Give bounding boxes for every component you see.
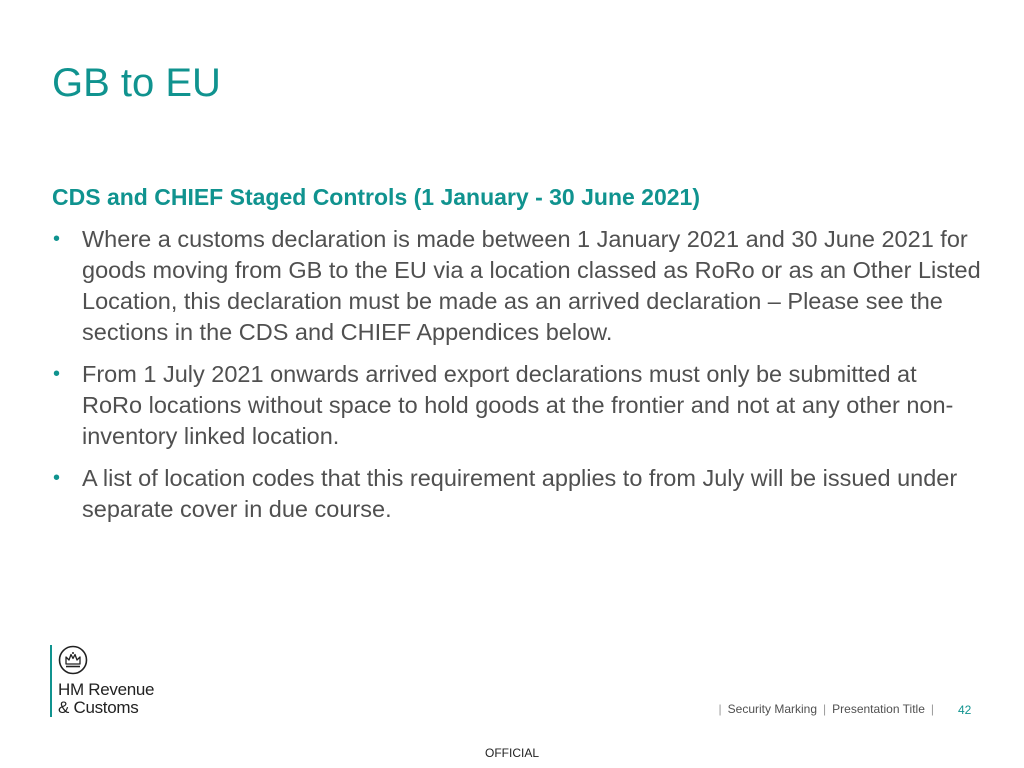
- footer-separator: |: [823, 702, 827, 716]
- bullet-text: Where a customs declaration is made between 1 January 2021 and 30 June 2021 for goods moving from GB to the EU via a location classed as RoRo or as an Other Listed Location, this declaration must be made as an arrived declaration – Please see the sections in the CDS and CHIEF Appendices below.: [82, 226, 981, 345]
- bullet-list: [52, 224, 982, 536]
- hmrc-logo: [50, 645, 190, 720]
- bullet-text: From 1 July 2021 onwards arrived export declarations must only be submitted at RoRo locations without space to hold goods at the frontier and not at any other non-inventory linked location.: [82, 361, 954, 449]
- footer-separator: |: [930, 702, 934, 716]
- footer-separator: |: [718, 702, 722, 716]
- page-number: 42: [958, 703, 972, 717]
- logo-accent-bar: [50, 645, 52, 717]
- footer-meta: [713, 702, 940, 716]
- crown-crest-icon: [58, 645, 88, 675]
- section-subheading: CDS and CHIEF Staged Controls (1 January - 30 June 2021): [52, 184, 700, 210]
- classification-label: OFFICIAL: [484, 746, 539, 760]
- bullet-icon: •: [53, 363, 61, 385]
- logo-wordmark: [58, 681, 154, 717]
- security-marking: Security Marking: [727, 702, 818, 716]
- presentation-title: Presentation Title: [832, 702, 925, 716]
- slide-title: GB to EU: [52, 61, 221, 105]
- bullet-icon: •: [53, 228, 61, 250]
- bullet-icon: •: [53, 467, 61, 489]
- logo-line-1: HM Revenue: [58, 680, 155, 699]
- bullet-item: [52, 224, 982, 348]
- bullet-text: A list of location codes that this requirement applies to from July will be issued under separate cover in due course.: [82, 465, 958, 522]
- logo-line-2: & Customs: [58, 698, 139, 717]
- bullet-item: [52, 463, 982, 525]
- bullet-item: [52, 359, 982, 452]
